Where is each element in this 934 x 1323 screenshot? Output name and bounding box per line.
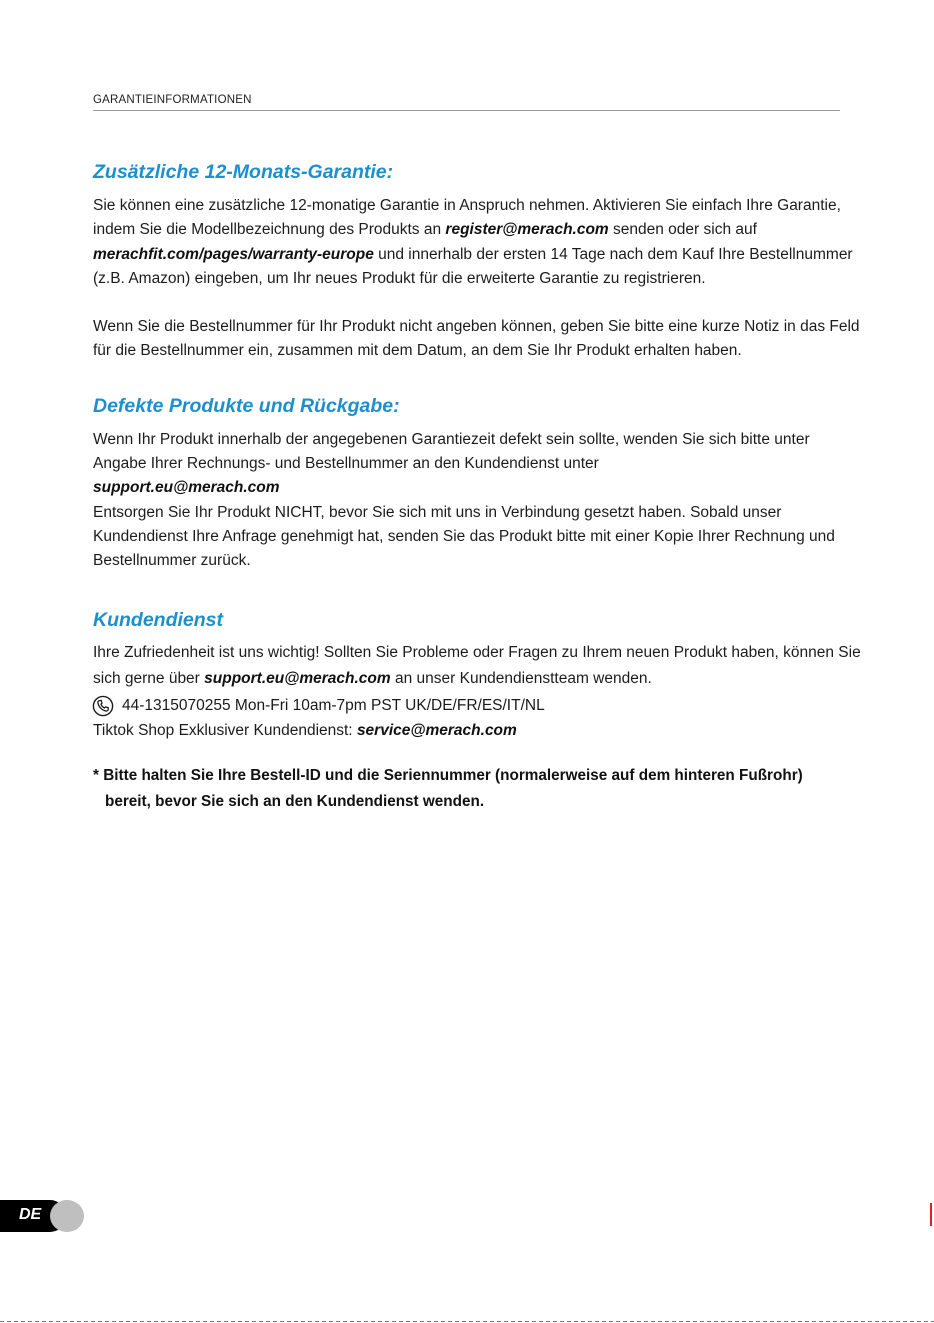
service-email-link[interactable]: support.eu@merach.com bbox=[204, 670, 391, 688]
tiktok-label: Tiktok Shop Exklusiver Kundendienst: bbox=[93, 721, 357, 739]
page-number-dot bbox=[50, 1200, 84, 1232]
section-title-defects: Defekte Produkte und Rückgabe: bbox=[93, 394, 400, 417]
register-email-link[interactable]: register@merach.com bbox=[445, 221, 609, 239]
warranty-text-2: senden oder sich auf bbox=[608, 221, 757, 239]
section-title-warranty: Zusätzliche 12-Monats-Garantie: bbox=[93, 161, 394, 183]
return-paragraph: Entsorgen Sie Ihr Produkt NICHT, bevor Sie sich mit uns in Verbindung gesetzt haben. Sobald unser Kundendienst Ihre Anfrage genehmigt hat, senden Sie das Produkt bitte mit einer Kopie Ihrer Rechnung und Bestellnummer zurück. bbox=[93, 503, 835, 570]
section-title-customer-service: Kundendienst bbox=[93, 608, 223, 631]
warranty-paragraph bbox=[93, 194, 863, 291]
warranty-url-link[interactable]: merachfit.com/pages/warranty-europe bbox=[93, 245, 374, 263]
defects-paragraph: Wenn Ihr Produkt innerhalb der angegebenen Garantiezeit defekt sein sollte, wenden Sie sich bitte unter Angabe Ihrer Rechnungs- und Bestellnummer an den Kundendienst unter bbox=[93, 430, 810, 473]
service-text-2: an unser Kundendienstteam wenden. bbox=[390, 670, 652, 688]
language-label: DE bbox=[19, 1206, 42, 1223]
customer-service-paragraph bbox=[93, 640, 863, 693]
service-text-1: Ihre Zufriedenheit ist uns wichtig! Sollten Sie Probleme oder Fragen zu Ihrem neuen Produkt haben, können Sie sich gerne über bbox=[93, 643, 861, 688]
phone-row bbox=[93, 693, 863, 719]
support-email-link[interactable]: support.eu@merach.com bbox=[93, 479, 280, 497]
edge-mark bbox=[930, 1203, 932, 1226]
order-number-note: Wenn Sie die Bestellnummer für Ihr Produkt nicht angeben können, geben Sie bitte eine kurze Notiz in das Feld für die Bestellnummer ein, zusammen mit dem Datum, an dem Sie Ihr Produkt erhalten haben. bbox=[93, 318, 860, 360]
phone-line[interactable]: 44-1315070255 Mon-Fri 10am-7pm PST UK/DE/FR/ES/IT/NL bbox=[122, 696, 545, 714]
tiktok-email-link[interactable]: service@merach.com bbox=[356, 721, 517, 739]
page-content bbox=[93, 158, 863, 815]
tiktok-line bbox=[93, 719, 863, 743]
page-header: GARANTIEINFORMATIONEN bbox=[93, 94, 840, 111]
cut-line bbox=[0, 1321, 934, 1322]
warranty-text-1: Sie können eine zusätzliche 12-monatige Garantie in Anspruch nehmen. Aktivieren Sie einfach Ihre Garantie, indem Sie die Modellbezeichnung des Produkts an bbox=[93, 197, 841, 239]
phone-icon bbox=[92, 695, 114, 717]
warranty-text-3: und innerhalb der ersten 14 Tage nach dem Kauf Ihre Bestellnummer (z.B. Amazon) eingeben, um Ihr neues Produkt für die erweiterte Garantie zu registrieren. bbox=[93, 245, 853, 287]
important-note: * Bitte halten Sie Ihre Bestell-ID und die Seriennummer (normalerweise auf dem hinteren Fußrohr) bereit, bevor Sie sich an den Kundendienst wenden. bbox=[93, 766, 803, 810]
language-tab bbox=[0, 1200, 66, 1232]
